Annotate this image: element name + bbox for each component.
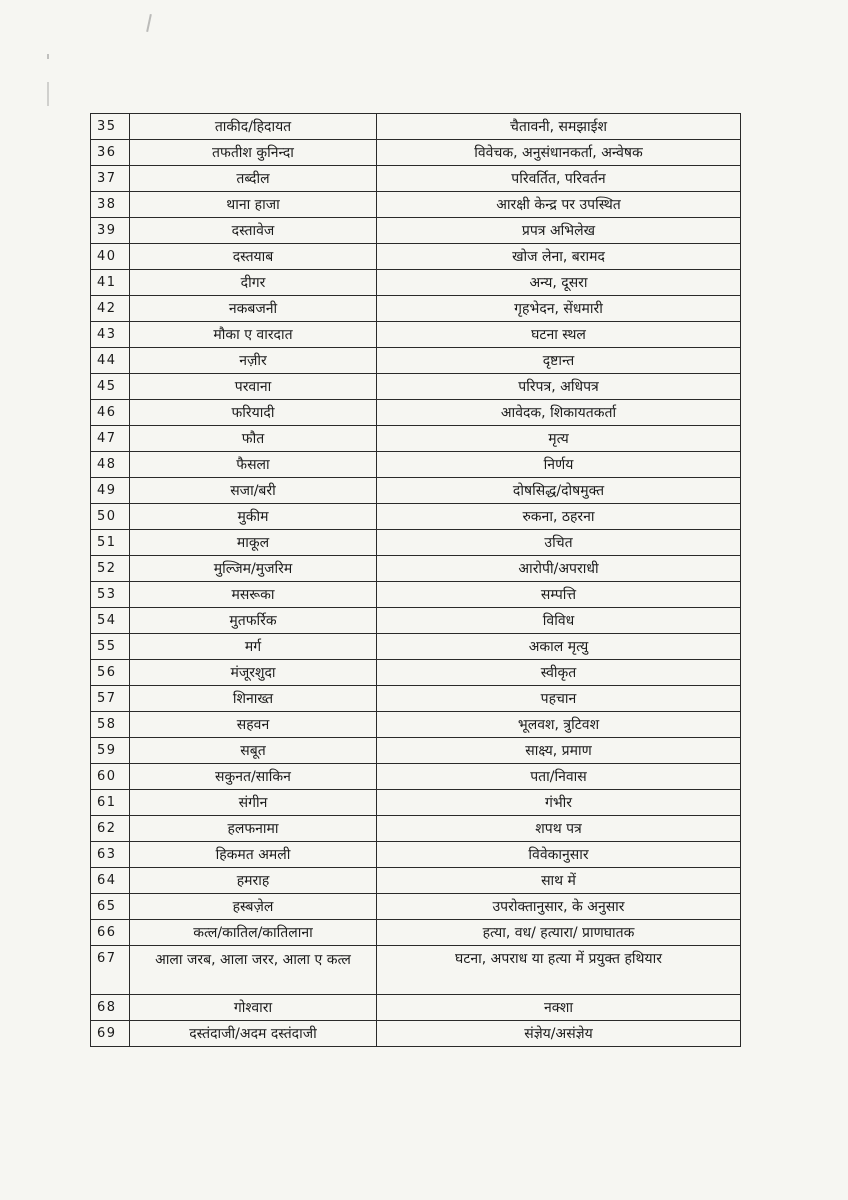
table-row — [91, 426, 741, 452]
table-row — [91, 816, 741, 842]
term-cell: मसरूका — [130, 582, 377, 608]
row-number: 59 — [91, 738, 130, 764]
row-number: 54 — [91, 608, 130, 634]
glossary-table — [90, 113, 741, 1047]
table-row — [91, 686, 741, 712]
row-number: 63 — [91, 842, 130, 868]
row-number: 37 — [91, 166, 130, 192]
table-row — [91, 452, 741, 478]
term-cell: मर्ग — [130, 634, 377, 660]
table-row — [91, 270, 741, 296]
table-row — [91, 995, 741, 1021]
row-number: 61 — [91, 790, 130, 816]
term-cell: मुल्जिम/मुजरिम — [130, 556, 377, 582]
table-row — [91, 842, 741, 868]
meaning-cell: घटना स्थल — [377, 322, 741, 348]
table-row — [91, 478, 741, 504]
row-number: 36 — [91, 140, 130, 166]
row-number: 56 — [91, 660, 130, 686]
term-cell: कत्ल/कातिल/कातिलाना — [130, 920, 377, 946]
row-number: 67 — [91, 946, 130, 995]
term-cell: फरियादी — [130, 400, 377, 426]
table-row — [91, 790, 741, 816]
row-number: 38 — [91, 192, 130, 218]
row-number: 65 — [91, 894, 130, 920]
term-cell: ताकीद/हिदायत — [130, 114, 377, 140]
meaning-cell: गृहभेदन, सेंधमारी — [377, 296, 741, 322]
meaning-cell: भूलवश, त्रुटिवश — [377, 712, 741, 738]
meaning-cell: निर्णय — [377, 452, 741, 478]
table-row — [91, 244, 741, 270]
table-row — [91, 1021, 741, 1047]
row-number: 51 — [91, 530, 130, 556]
meaning-cell: परिवर्तित, परिवर्तन — [377, 166, 741, 192]
meaning-cell: साक्ष्य, प्रमाण — [377, 738, 741, 764]
term-cell: दस्तयाब — [130, 244, 377, 270]
scan-mark — [146, 14, 152, 32]
row-number: 35 — [91, 114, 130, 140]
term-cell: हस्बज़ेल — [130, 894, 377, 920]
meaning-cell: प्रपत्र अभिलेख — [377, 218, 741, 244]
table-row — [91, 322, 741, 348]
table-row — [91, 114, 741, 140]
row-number: 68 — [91, 995, 130, 1021]
meaning-cell: खोज लेना, बरामद — [377, 244, 741, 270]
row-number: 55 — [91, 634, 130, 660]
meaning-cell: आरक्षी केन्द्र पर उपस्थित — [377, 192, 741, 218]
table-row — [91, 582, 741, 608]
meaning-cell: साथ में — [377, 868, 741, 894]
meaning-cell: स्वीकृत — [377, 660, 741, 686]
row-number: 58 — [91, 712, 130, 738]
term-cell: नकबजनी — [130, 296, 377, 322]
row-number: 45 — [91, 374, 130, 400]
row-number: 48 — [91, 452, 130, 478]
term-cell: सबूत — [130, 738, 377, 764]
row-number: 53 — [91, 582, 130, 608]
term-cell: मुतफर्रिक — [130, 608, 377, 634]
meaning-cell: मृत्य — [377, 426, 741, 452]
row-number: 39 — [91, 218, 130, 244]
term-cell: दस्तंदाजी/अदम दस्तंदाजी — [130, 1021, 377, 1047]
meaning-cell: गंभीर — [377, 790, 741, 816]
meaning-cell: आवेदक, शिकायतकर्ता — [377, 400, 741, 426]
term-cell: हलफनामा — [130, 816, 377, 842]
term-cell: तफतीश कुनिन्दा — [130, 140, 377, 166]
meaning-cell: परिपत्र, अधिपत्र — [377, 374, 741, 400]
table-row — [91, 140, 741, 166]
table-row — [91, 400, 741, 426]
meaning-cell: विविध — [377, 608, 741, 634]
term-cell: हिकमत अमली — [130, 842, 377, 868]
row-number: 66 — [91, 920, 130, 946]
row-number: 50 — [91, 504, 130, 530]
term-cell: दस्तावेज — [130, 218, 377, 244]
term-cell: मौका ए वारदात — [130, 322, 377, 348]
scan-mark — [47, 54, 49, 59]
table-row — [91, 764, 741, 790]
meaning-cell: अकाल मृत्यु — [377, 634, 741, 660]
table-row — [91, 608, 741, 634]
table-row — [91, 920, 741, 946]
table-row — [91, 374, 741, 400]
row-number: 52 — [91, 556, 130, 582]
meaning-cell: अन्य, दूसरा — [377, 270, 741, 296]
meaning-cell: आरोपी/अपराधी — [377, 556, 741, 582]
term-cell: परवाना — [130, 374, 377, 400]
term-cell: सहवन — [130, 712, 377, 738]
term-cell: नज़ीर — [130, 348, 377, 374]
meaning-cell: नक्शा — [377, 995, 741, 1021]
row-number: 43 — [91, 322, 130, 348]
row-number: 44 — [91, 348, 130, 374]
table-row — [91, 192, 741, 218]
row-number: 60 — [91, 764, 130, 790]
row-number: 62 — [91, 816, 130, 842]
term-cell: सकुनत/साकिन — [130, 764, 377, 790]
table-row — [91, 946, 741, 995]
term-cell: गोश्वारा — [130, 995, 377, 1021]
meaning-cell: पहचान — [377, 686, 741, 712]
term-cell: हमराह — [130, 868, 377, 894]
term-cell: फैसला — [130, 452, 377, 478]
meaning-cell: संज्ञेय/असंज्ञेय — [377, 1021, 741, 1047]
meaning-cell: उचित — [377, 530, 741, 556]
table-row — [91, 894, 741, 920]
table-row — [91, 712, 741, 738]
meaning-cell: घटना, अपराध या हत्या में प्रयुक्त हथियार — [377, 946, 741, 995]
table-row — [91, 530, 741, 556]
scan-mark — [47, 82, 49, 106]
meaning-cell: हत्या, वध/ हत्यारा/ प्राणघातक — [377, 920, 741, 946]
row-number: 49 — [91, 478, 130, 504]
table-row — [91, 634, 741, 660]
term-cell: शिनाख्त — [130, 686, 377, 712]
meaning-cell: विवेकानुसार — [377, 842, 741, 868]
term-cell: सजा/बरी — [130, 478, 377, 504]
meaning-cell: चैतावनी, समझाईश — [377, 114, 741, 140]
row-number: 47 — [91, 426, 130, 452]
table-row — [91, 296, 741, 322]
meaning-cell: दोषसिद्ध/दोषमुक्त — [377, 478, 741, 504]
term-cell: माकूल — [130, 530, 377, 556]
term-cell: दीगर — [130, 270, 377, 296]
meaning-cell: दृष्टान्त — [377, 348, 741, 374]
term-cell: आला जरब, आला जरर, आला ए कत्ल — [130, 946, 377, 995]
table-row — [91, 504, 741, 530]
row-number: 46 — [91, 400, 130, 426]
term-cell: फौत — [130, 426, 377, 452]
glossary-table-body — [91, 114, 741, 1047]
table-row — [91, 738, 741, 764]
table-row — [91, 348, 741, 374]
term-cell: मंजूरशुदा — [130, 660, 377, 686]
meaning-cell: सम्पत्ति — [377, 582, 741, 608]
term-cell: तब्दील — [130, 166, 377, 192]
term-cell: थाना हाजा — [130, 192, 377, 218]
table-row — [91, 660, 741, 686]
meaning-cell: विवेचक, अनुसंधानकर्ता, अन्वेषक — [377, 140, 741, 166]
table-row — [91, 166, 741, 192]
meaning-cell: उपरोक्तानुसार, के अनुसार — [377, 894, 741, 920]
row-number: 40 — [91, 244, 130, 270]
term-cell: संगीन — [130, 790, 377, 816]
row-number: 41 — [91, 270, 130, 296]
table-row — [91, 556, 741, 582]
row-number: 57 — [91, 686, 130, 712]
row-number: 64 — [91, 868, 130, 894]
table-row — [91, 868, 741, 894]
term-cell: मुकीम — [130, 504, 377, 530]
meaning-cell: शपथ पत्र — [377, 816, 741, 842]
meaning-cell: रुकना, ठहरना — [377, 504, 741, 530]
meaning-cell: पता/निवास — [377, 764, 741, 790]
row-number: 69 — [91, 1021, 130, 1047]
table-row — [91, 218, 741, 244]
row-number: 42 — [91, 296, 130, 322]
